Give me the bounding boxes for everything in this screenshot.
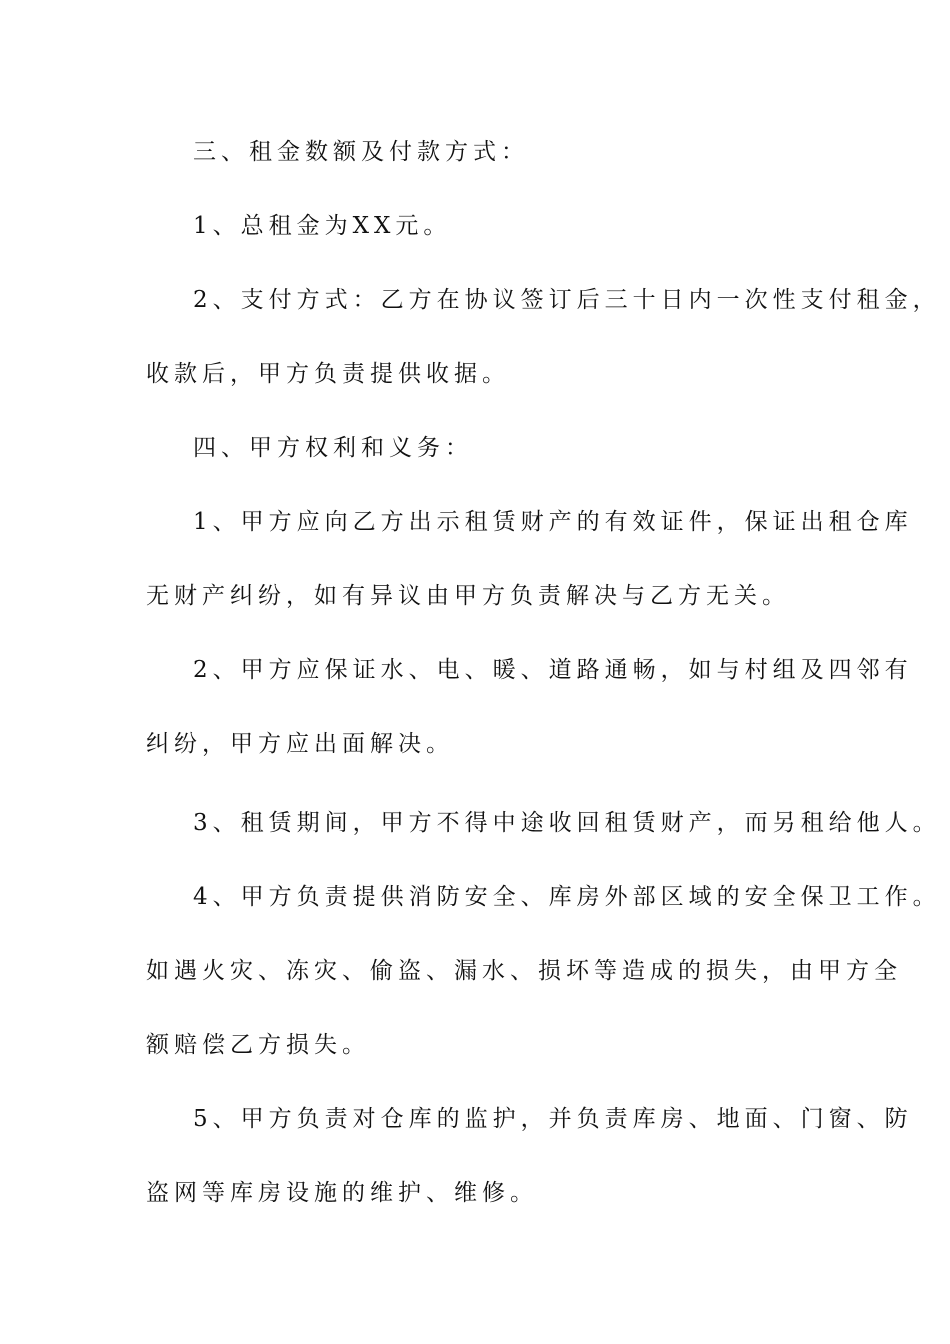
paragraph-line: 3、租赁期间，甲方不得中途收回租赁财产，而另租给他人。 — [193, 810, 941, 836]
paragraph-line: 1、甲方应向乙方出示租赁财产的有效证件，保证出租仓库 — [193, 509, 913, 535]
paragraph-line: 2、支付方式：乙方在协议签订后三十日内一次性支付租金， — [193, 287, 941, 313]
section-heading-rights: 四、甲方权利和义务： — [193, 435, 473, 461]
paragraph-line: 1、总租金为XX元。 — [193, 213, 452, 239]
paragraph-line: 纠纷，甲方应出面解决。 — [146, 731, 454, 757]
section-heading-rent: 三、租金数额及付款方式： — [193, 139, 529, 165]
paragraph-line: 如遇火灾、冻灾、偷盗、漏水、损坏等造成的损失，由甲方全 — [146, 958, 902, 984]
paragraph-line: 2、甲方应保证水、电、暖、道路通畅，如与村组及四邻有 — [193, 657, 913, 683]
paragraph-line: 无财产纠纷，如有异议由甲方负责解决与乙方无关。 — [146, 583, 790, 609]
paragraph-line: 额赔偿乙方损失。 — [146, 1032, 370, 1058]
paragraph-line: 收款后，甲方负责提供收据。 — [146, 361, 510, 387]
paragraph-line: 5、甲方负责对仓库的监护，并负责库房、地面、门窗、防 — [193, 1106, 913, 1132]
paragraph-line: 盗网等库房设施的维护、维修。 — [146, 1180, 538, 1206]
paragraph-line: 4、甲方负责提供消防安全、库房外部区域的安全保卫工作。 — [193, 884, 941, 910]
